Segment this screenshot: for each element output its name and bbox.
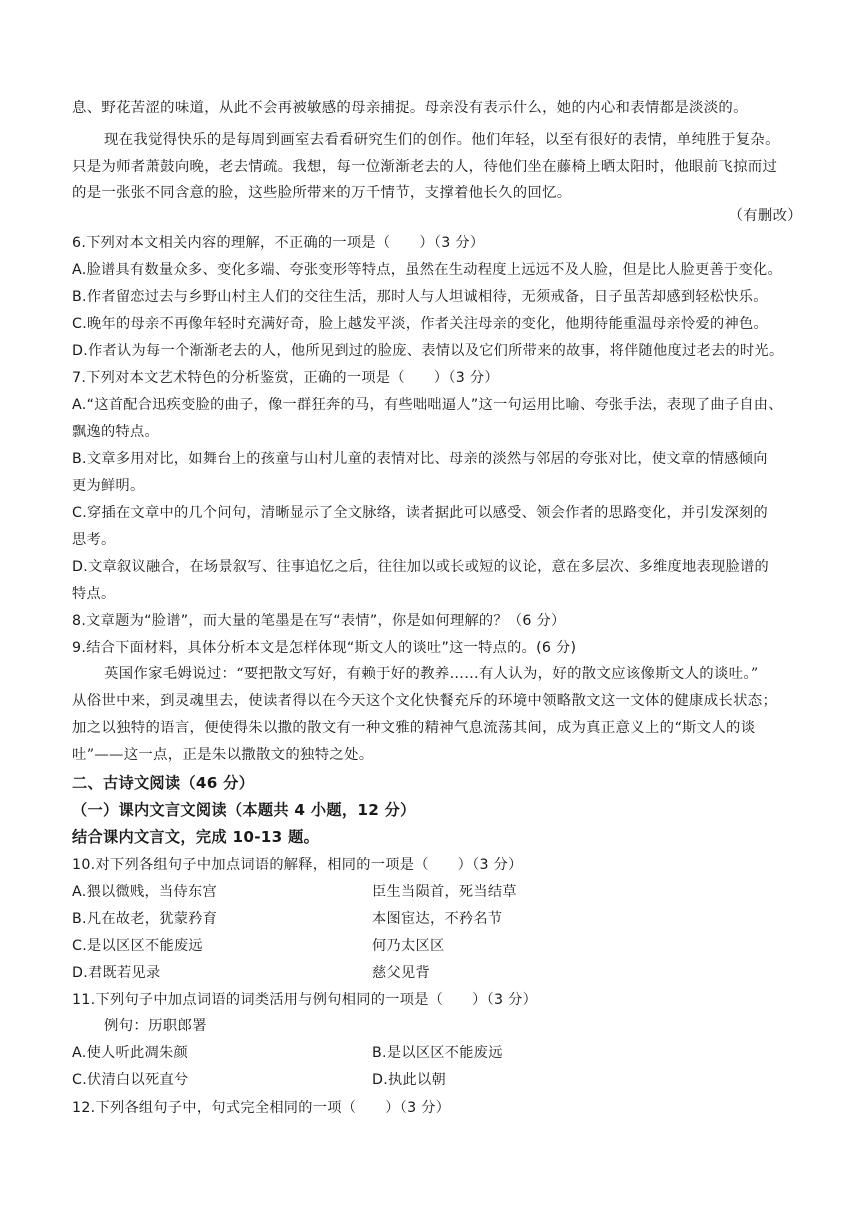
question-6-option-d: D.作者认为每一个渐渐老去的人，他所见到过的脸庞、表情以及它们所带来的故事，将伴随他度过老去的时光。: [72, 343, 784, 359]
subsection-title: （一）课内文言文阅读（本题共 4 小题，12 分）: [72, 801, 416, 819]
question-6-option-a: A.脸谱具有数量众多、变化多端、夸张变形等特点，虽然在生动程度上远远不及人脸，但是比人脸更善于变化。: [72, 262, 782, 278]
question-10-option-a-pair: 臣生当陨首，死当结草: [372, 884, 517, 900]
question-10-option-d: D.君既若见录: [72, 965, 161, 981]
passage-line: 的是一张张不同含意的脸，这些脸所带来的万千情节，支撑着他长久的回忆。: [72, 185, 572, 201]
question-10-option-b: B.凡在故老，犹蒙矜育: [72, 911, 218, 927]
question-11-stem: 11.下列句子中加点词语的词类活用与例句相同的一项是（ ）（3 分）: [72, 992, 538, 1008]
material-line: 加之以独特的语言，便使得朱以撒的散文有一种文雅的精神气息流荡其间，成为真正意义上的“斯文人的谈: [72, 720, 756, 736]
question-12-stem: 12.下列各组句子中，句式完全相同的一项（ ）（3 分）: [72, 1100, 451, 1116]
question-10-option-b-pair: 本图宦达，不矜名节: [372, 911, 503, 927]
question-7-option-c-cont: 思考。: [72, 532, 116, 548]
question-9-stem: 9.结合下面材料，具体分析本文是怎样体现“斯文人的谈吐”这一特点的。(6 分): [72, 640, 577, 656]
question-11-option-a: A.使人听此凋朱颜: [72, 1045, 188, 1061]
question-10-option-a: A.猥以微贱，当侍东宫: [72, 884, 217, 900]
question-10-option-c: C.是以区区不能废远: [72, 938, 203, 954]
question-11-option-c: C.伏清白以死直兮: [72, 1072, 189, 1088]
material-line: 吐”——这一点，正是朱以撒散文的独特之处。: [72, 747, 374, 763]
question-7-option-c: C.穿插在文章中的几个问句，清晰显示了全文脉络，读者据此可以感受、领会作者的思路变化，并引发深刻的: [72, 505, 768, 521]
question-7-option-d-cont: 特点。: [72, 586, 116, 602]
question-11-example: 例句：历职郎署: [104, 1018, 207, 1034]
question-11-option-d: D.执此以朝: [372, 1072, 446, 1088]
question-6-option-b: B.作者留恋过去与乡野山村主人们的交往生活，那时人与人坦诚相待，无须戒备，日子虽苦却感到轻松快乐。: [72, 289, 768, 305]
material-line: 从俗世中来，到灵魂里去，使读者得以在今天这个文化快餐充斥的环境中领略散文这一文体的健康成长状态；: [72, 693, 778, 709]
question-6-stem: 6.下列对本文相关内容的理解，不正确的一项是（ ）（3 分）: [72, 235, 485, 251]
question-7-option-d: D.文章叙议融合，在场景叙写、往事追忆之后，往往加以或长或短的议论，意在多层次、多维度地表现脸谱的: [72, 559, 769, 575]
question-10-option-c-pair: 何乃太区区: [372, 938, 445, 954]
question-10-option-d-pair: 慈父见背: [372, 965, 430, 981]
passage-line: 现在我觉得快乐的是每周到画室去看看研究生们的创作。他们年轻，以至有很好的表情，单纯胜于复杂。: [104, 132, 780, 148]
question-7-option-b: B.文章多用对比，如舞台上的孩童与山村儿童的表情对比、母亲的淡然与邻居的夸张对比，使文章的情感倾向: [72, 451, 768, 467]
passage-line: 息、野花苦涩的味道，从此不会再被敏感的母亲捕捉。母亲没有表示什么，她的内心和表情都是淡淡的。: [72, 100, 748, 116]
question-10-stem: 10.对下列各组句子中加点词语的解释，相同的一项是（ ）（3 分）: [72, 857, 523, 873]
question-7-stem: 7.下列对本文艺术特色的分析鉴赏，正确的一项是（ ）（3 分）: [72, 370, 499, 386]
source-note: （有删改）: [728, 208, 802, 224]
passage-line: 只是为师者萧鼓向晚，老去情疏。我想，每一位渐渐老去的人，待他们坐在藤椅上晒太阳时，他眼前飞掠而过: [72, 159, 778, 175]
question-11-option-b: B.是以区区不能废远: [372, 1045, 503, 1061]
material-line: 英国作家毛姆说过：“要把散文写好，有赖于好的教养……有人认为，好的散文应该像斯文人的谈吐。”: [104, 666, 759, 682]
question-7-option-a: A.“这首配合迅疾变脸的曲子，像一群狂奔的马，有些咄咄逼人”这一句运用比喻、夸张手法，表现了曲子自由、: [72, 397, 783, 413]
question-6-option-c: C.晚年的母亲不再像年轻时充满好奇，脸上越发平淡，作者关注母亲的变化，他期待能重温母亲怜爱的神色。: [72, 316, 768, 332]
question-8-stem: 8.文章题为“脸谱”，而大量的笔墨是在写“表情”，你是如何理解的？（6 分）: [72, 613, 566, 629]
question-7-option-b-cont: 更为鲜明。: [72, 478, 145, 494]
section-instruction: 结合课内文言文，完成 10-13 题。: [72, 828, 320, 846]
question-7-option-a-cont: 飘逸的特点。: [72, 424, 159, 440]
section-title: 二、古诗文阅读（46 分）: [72, 774, 255, 792]
